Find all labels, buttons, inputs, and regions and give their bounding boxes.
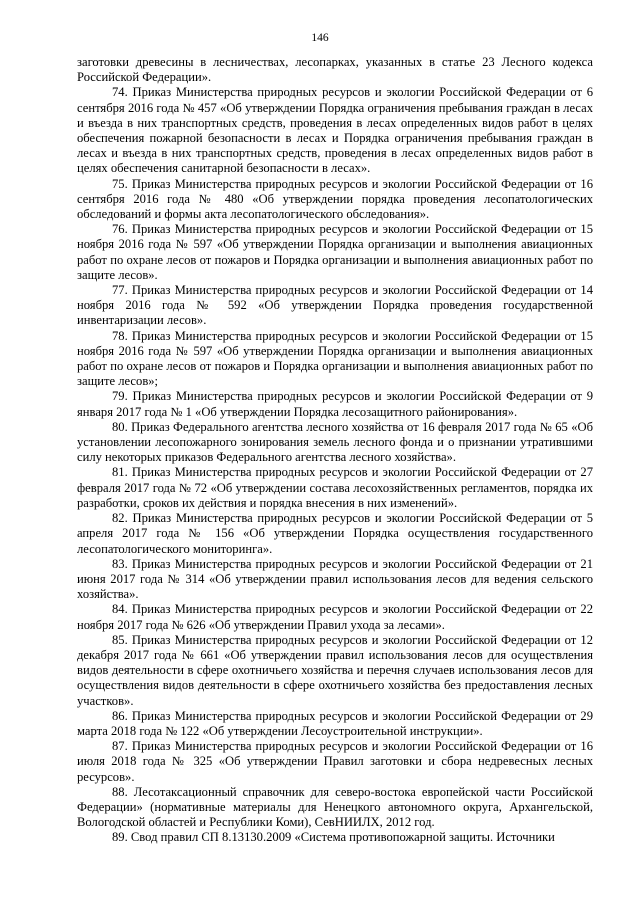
list-item-88: 88. Лесотаксационный справочник для северо-востока европейской части Российской Федерации» (нормативные материалы для Ненецкого автономного округа, Архангельской, Вологодской областей и Республики Коми), СевНИИЛХ, 2012 год. [77, 784, 593, 830]
list-item-89: 89. Свод правил СП 8.13130.2009 «Система противопожарной защиты. Источники [112, 830, 555, 845]
list-item-80: 80. Приказ Федерального агентства лесного хозяйства от 16 февраля 2017 года № 65 «Об установлении лесопожарного зонирования земель лесного фонда и о признании утратившими силу некоторых приказов Федерального агентства лесного хозяйства». [77, 419, 593, 465]
list-item-83: 83. Приказ Министерства природных ресурсов и экологии Российской Федерации от 21 июня 2017 года № 314 «Об утверждении правил использования лесов для ведения сельского хозяйства». [77, 556, 593, 602]
list-item-87: 87. Приказ Министерства природных ресурсов и экологии Российской Федерации от 16 июля 2018 года № 325 «Об утверждении Правил заготовки и сбора недревесных лесных ресурсов». [77, 739, 593, 784]
page-number: 146 [311, 32, 329, 44]
list-item-84: 84. Приказ Министерства природных ресурсов и экологии Российской Федерации от 22 ноября 2017 года № 626 «Об утверждении Правил ухода за лесами». [77, 602, 593, 632]
document-body [77, 55, 593, 846]
list-item-79: 79. Приказ Министерства природных ресурсов и экологии Российской Федерации от 9 января 2017 года № 1 «Об утверждении Порядка лесозащитного районирования». [77, 389, 593, 419]
list-item-81: 81. Приказ Министерства природных ресурсов и экологии Российской Федерации от 27 февраля 2017 года № 72 «Об утверждении состава лесохозяйственных регламентов, порядка их разработки, сроков их действия и порядка внесения в них изменений». [77, 465, 593, 510]
list-item-74: 74. Приказ Министерства природных ресурсов и экологии Российской Федерации от 6 сентября 2016 года № 457 «Об утверждении Порядка ограничения пребывания граждан в лесах и въезда в них транспортных средств, проведения в лесах определенных видов работ в целях обеспечения пожарной безопасности в лесах и Порядка ограничения пребывания граждан в лесах и въезда в них транспортных средств, проведения в лесах определенных видов работ в целях обеспечения санитарной безопасности в лесах». [77, 85, 593, 176]
list-item-85: 85. Приказ Министерства природных ресурсов и экологии Российской Федерации от 12 декабря 2017 года № 661 «Об утверждении правил использования лесов для осуществления видов деятельности в сфере охотничьего хозяйства и перечня случаев использования лесов для осуществления видов деятельности в сфере охотничьего хозяйства без предоставления лесных участков». [77, 632, 593, 708]
list-item-77: 77. Приказ Министерства природных ресурсов и экологии Российской Федерации от 14 ноября 2016 года № 592 «Об утверждении Порядка проведения государственной инвентаризации лесов». [77, 283, 593, 328]
list-item-82: 82. Приказ Министерства природных ресурсов и экологии Российской Федерации от 5 апреля 2017 года № 156 «Об утверждении Порядка осуществления государственного лесопатологического мониторинга». [77, 511, 593, 556]
list-item-75: 75. Приказ Министерства природных ресурсов и экологии Российской Федерации от 16 сентября 2016 года № 480 «Об утверждении порядка проведения лесопатологических обследований и формы акта лесопатологического обследования». [77, 176, 593, 222]
paragraph-continuation: заготовки древесины в лесничествах, лесопарках, указанных в статье 23 Лесного кодекса Российской Федерации». [77, 55, 593, 85]
list-item-76: 76. Приказ Министерства природных ресурсов и экологии Российской Федерации от 15 ноября 2016 года № 597 «Об утверждении Порядка организации и выполнения авиационных работ по охране лесов от пожаров и Порядка организации и выполнения авиационных работ по защите лесов». [77, 222, 593, 282]
list-item-86: 86. Приказ Министерства природных ресурсов и экологии Российской Федерации от 29 марта 2018 года № 122 «Об утверждении Лесоустроительной инструкции». [77, 708, 593, 738]
list-item-78: 78. Приказ Министерства природных ресурсов и экологии Российской Федерации от 15 ноября 2016 года № 597 «Об утверждении Порядка организации и выполнения авиационных работ по охране лесов от пожаров и Порядка организации и выполнения авиационных работ по защите лесов»; [77, 328, 593, 389]
